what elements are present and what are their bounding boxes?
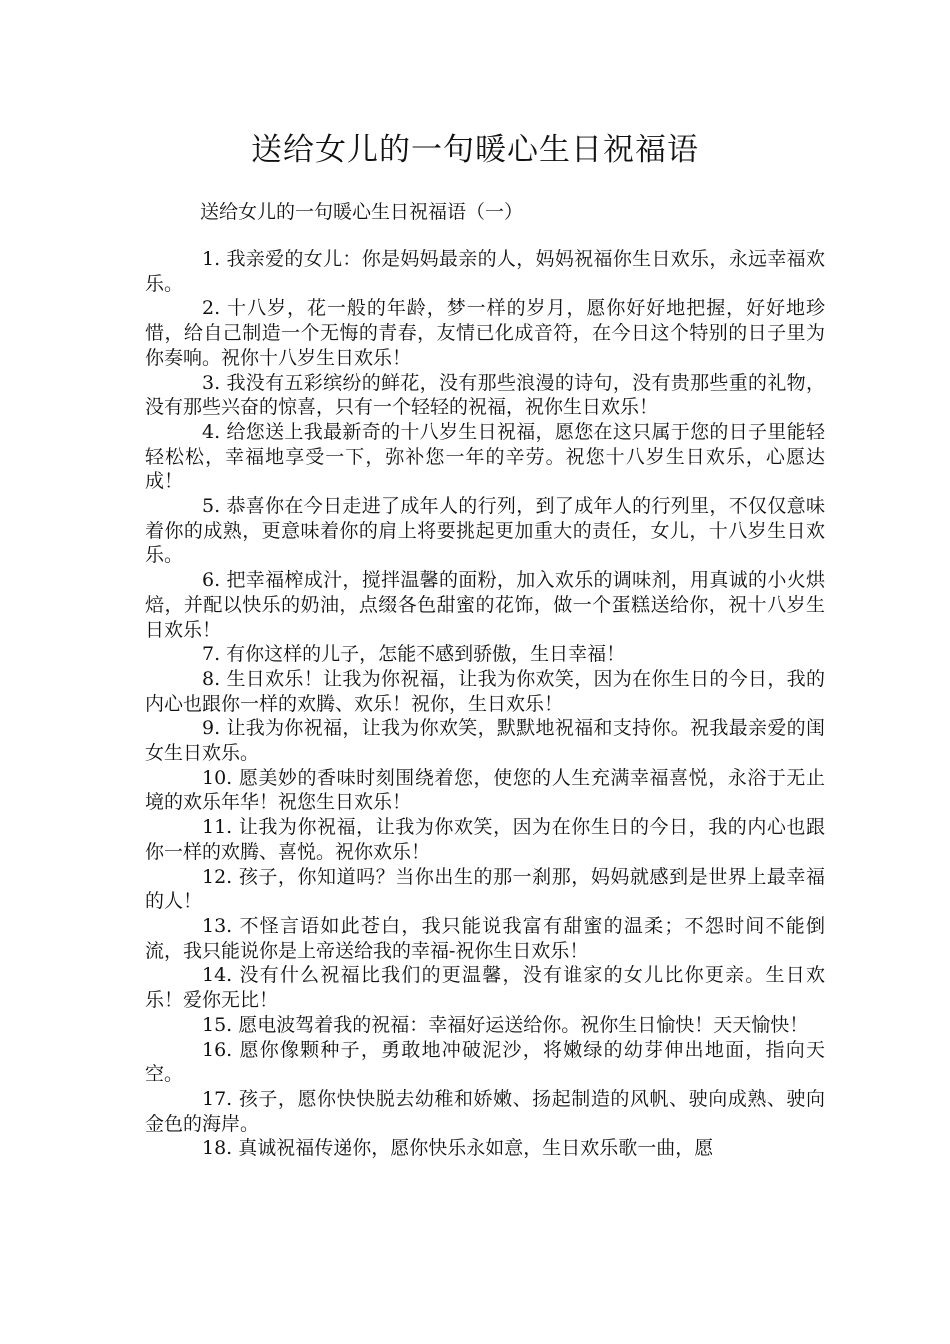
- document-title: 送给女儿的一句暖心生日祝福语: [251, 132, 699, 168]
- paragraph-10: 10. 愿美妙的香味时刻围绕着您，使您的人生充满幸福喜悦，永浴于无止境的欢乐年华！祝您生日欢乐！: [145, 766, 825, 814]
- paragraph-5: 5. 恭喜你在今日走进了成年人的行列，到了成年人的行列里，不仅仅意味着你的成熟，更意味着你的肩上将要挑起更加重大的责任，女儿，十八岁生日欢乐。: [145, 495, 825, 567]
- paragraph-12: 12. 孩子，你知道吗？当你出生的那一刹那，妈妈就感到是世界上最幸福的人！: [145, 865, 825, 913]
- paragraph-3: 3. 我没有五彩缤纷的鲜花，没有那些浪漫的诗句，没有贵那些重的礼物，没有那些兴奋的惊喜，只有一个轻轻的祝福，祝你生日欢乐！: [145, 371, 825, 419]
- section-heading: 送给女儿的一句暖心生日祝福语（一）: [200, 201, 524, 223]
- paragraph-7: 7. 有你这样的儿子，怎能不感到骄傲，生日幸福！: [202, 643, 626, 666]
- paragraph-17: 17. 孩子，愿你快快脱去幼稚和娇嫩、扬起制造的风帆、驶向成熟、驶向金色的海岸。: [145, 1087, 825, 1135]
- paragraph-13: 13. 不怪言语如此苍白，我只能说我富有甜蜜的温柔；不怨时间不能倒流，我只能说你是上帝送给我的幸福-祝你生日欢乐！: [145, 914, 825, 962]
- paragraph-15: 15. 愿电波驾着我的祝福：幸福好运送给你。祝你生日愉快！天天愉快！: [202, 1013, 809, 1036]
- document-body: [145, 247, 825, 1161]
- paragraph-2: 2. 十八岁，花一般的年龄，梦一样的岁月，愿你好好地把握，好好地珍惜，给自己制造一个无悔的青春，友情已化成音符，在今日这个特别的日子里为你奏响。祝你十八岁生日欢乐！: [145, 297, 825, 369]
- paragraph-18: 18. 真诚祝福传递你，愿你快乐永如意，生日欢乐歌一曲，愿: [202, 1137, 714, 1160]
- paragraph-11: 11. 让我为你祝福，让我为你欢笑，因为在你生日的今日，我的内心也跟你一样的欢腾、喜悦。祝你欢乐！: [145, 816, 825, 863]
- paragraph-14: 14. 没有什么祝福比我们的更温馨，没有谁家的女儿比你更亲。生日欢乐！爱你无比！: [145, 964, 825, 1012]
- paragraph-8: 8. 生日欢乐！让我为你祝福，让我为你欢笑，因为在你生日的今日，我的内心也跟你一样的欢腾、欢乐！祝你，生日欢乐！: [145, 667, 825, 715]
- paragraph-9: 9. 让我为你祝福，让我为你欢笑，默默地祝福和支持你。祝我最亲爱的闺女生日欢乐。: [145, 717, 825, 765]
- paragraph-16: 16. 愿你像颗种子，勇敢地冲破泥沙，将嫩绿的幼芽伸出地面，指向天空。: [145, 1038, 825, 1086]
- paragraph-4: 4. 给您送上我最新奇的十八岁生日祝福，愿您在这只属于您的日子里能轻轻松松，幸福地享受一下，弥补您一年的辛劳。祝您十八岁生日欢乐，心愿达成！: [145, 420, 825, 493]
- paragraph-1: 1. 我亲爱的女儿：你是妈妈最亲的人，妈妈祝福你生日欢乐，永远幸福欢乐。: [145, 248, 825, 295]
- paragraph-6: 6. 把幸福榨成汁，搅拌温馨的面粉，加入欢乐的调味剂，用真诚的小火烘焙，并配以快乐的奶油，点缀各色甜蜜的花饰，做一个蛋糕送给你，祝十八岁生日欢乐！: [145, 569, 825, 641]
